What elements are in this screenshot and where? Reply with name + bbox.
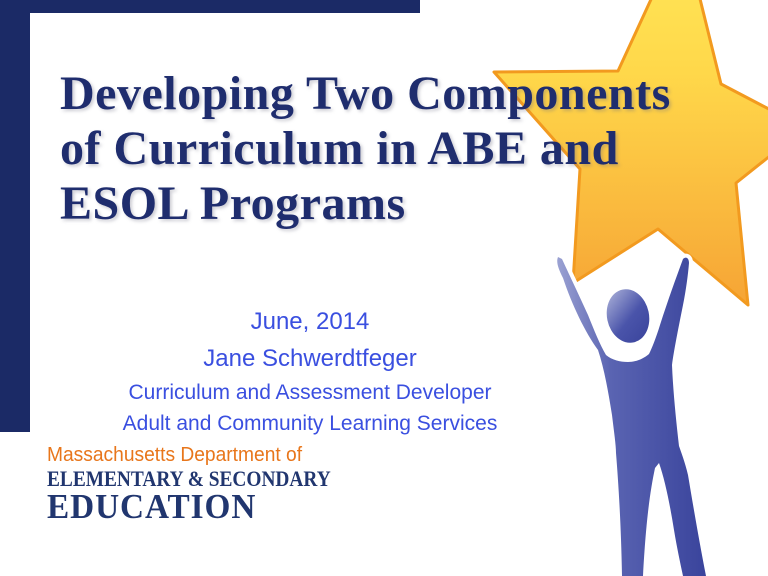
subtitle-department: Adult and Community Learning Services	[122, 412, 498, 435]
subtitle-role: Curriculum and Assessment Developer	[128, 381, 492, 404]
title-line-1: Developing Two Components	[60, 67, 671, 120]
logo-line-education: EDUCATION	[47, 487, 257, 526]
title-line-3: ESOL Programs	[60, 177, 406, 230]
logo-line-elementary-secondary: ELEMENTARY & SECONDARY	[47, 466, 331, 491]
title-line-2: of Curriculum in ABE and	[60, 122, 619, 175]
agency-logo	[47, 443, 369, 526]
subtitle-date: June, 2014	[250, 308, 370, 335]
subtitle-author: Jane Schwerdtfeger	[203, 345, 417, 372]
slide-title	[60, 66, 708, 231]
logo-line-massachusetts: Massachusetts Department of	[47, 444, 303, 466]
slide-subtitle	[0, 303, 620, 439]
